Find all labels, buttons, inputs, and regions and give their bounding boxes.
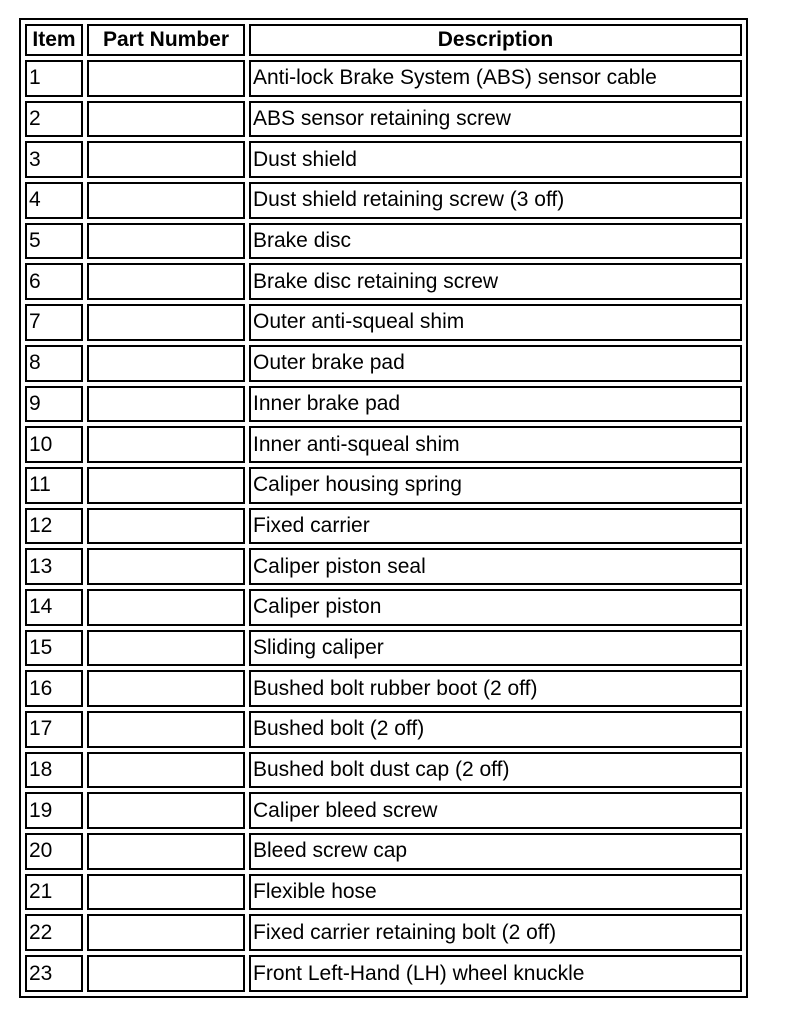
cell-description: Caliper piston <box>249 589 742 626</box>
table-row <box>25 548 742 585</box>
cell-description: Fixed carrier retaining bolt (2 off) <box>249 914 742 951</box>
table-row <box>25 955 742 992</box>
cell-part-number <box>87 874 245 911</box>
cell-description: Dust shield retaining screw (3 off) <box>249 182 742 219</box>
cell-part-number <box>87 60 245 97</box>
table-row <box>25 426 742 463</box>
cell-description: Inner anti-squeal shim <box>249 426 742 463</box>
header-part-number: Part Number <box>87 24 245 56</box>
cell-description: Bushed bolt rubber boot (2 off) <box>249 670 742 707</box>
cell-description: Sliding caliper <box>249 630 742 667</box>
cell-item: 9 <box>25 386 83 423</box>
parts-table <box>19 18 748 998</box>
cell-part-number <box>87 833 245 870</box>
table-row <box>25 101 742 138</box>
table-row <box>25 60 742 97</box>
table-row <box>25 630 742 667</box>
cell-description: Fixed carrier <box>249 508 742 545</box>
cell-item: 11 <box>25 467 83 504</box>
cell-description: Inner brake pad <box>249 386 742 423</box>
cell-item: 8 <box>25 345 83 382</box>
cell-item: 14 <box>25 589 83 626</box>
cell-item: 6 <box>25 263 83 300</box>
cell-description: Front Left-Hand (LH) wheel knuckle <box>249 955 742 992</box>
cell-part-number <box>87 792 245 829</box>
table-body <box>25 60 742 992</box>
table-row <box>25 914 742 951</box>
cell-description: Caliper housing spring <box>249 467 742 504</box>
cell-item: 17 <box>25 711 83 748</box>
cell-item: 2 <box>25 101 83 138</box>
cell-item: 1 <box>25 60 83 97</box>
cell-item: 10 <box>25 426 83 463</box>
cell-part-number <box>87 386 245 423</box>
cell-part-number <box>87 508 245 545</box>
table-row <box>25 792 742 829</box>
cell-part-number <box>87 670 245 707</box>
cell-item: 7 <box>25 304 83 341</box>
cell-description: Bleed screw cap <box>249 833 742 870</box>
cell-item: 15 <box>25 630 83 667</box>
cell-item: 18 <box>25 752 83 789</box>
cell-description: Caliper bleed screw <box>249 792 742 829</box>
table-row <box>25 345 742 382</box>
table-row <box>25 711 742 748</box>
table-row <box>25 386 742 423</box>
table-row <box>25 589 742 626</box>
cell-part-number <box>87 101 245 138</box>
cell-part-number <box>87 914 245 951</box>
table-row <box>25 223 742 260</box>
cell-item: 22 <box>25 914 83 951</box>
cell-part-number <box>87 263 245 300</box>
cell-description: Bushed bolt (2 off) <box>249 711 742 748</box>
cell-part-number <box>87 141 245 178</box>
cell-description: Outer anti-squeal shim <box>249 304 742 341</box>
cell-part-number <box>87 467 245 504</box>
table-row <box>25 874 742 911</box>
cell-description: Brake disc retaining screw <box>249 263 742 300</box>
cell-item: 16 <box>25 670 83 707</box>
cell-description: Flexible hose <box>249 874 742 911</box>
cell-part-number <box>87 345 245 382</box>
table-header-row <box>25 24 742 56</box>
cell-description: Dust shield <box>249 141 742 178</box>
cell-part-number <box>87 182 245 219</box>
cell-description: ABS sensor retaining screw <box>249 101 742 138</box>
table-row <box>25 304 742 341</box>
cell-part-number <box>87 955 245 992</box>
cell-item: 12 <box>25 508 83 545</box>
cell-part-number <box>87 426 245 463</box>
cell-part-number <box>87 752 245 789</box>
cell-item: 21 <box>25 874 83 911</box>
cell-item: 4 <box>25 182 83 219</box>
cell-item: 13 <box>25 548 83 585</box>
table-row <box>25 833 742 870</box>
cell-item: 19 <box>25 792 83 829</box>
table-row <box>25 670 742 707</box>
cell-part-number <box>87 589 245 626</box>
cell-description: Bushed bolt dust cap (2 off) <box>249 752 742 789</box>
cell-part-number <box>87 223 245 260</box>
cell-part-number <box>87 711 245 748</box>
cell-item: 3 <box>25 141 83 178</box>
table-row <box>25 467 742 504</box>
header-description: Description <box>249 24 742 56</box>
cell-item: 23 <box>25 955 83 992</box>
cell-part-number <box>87 548 245 585</box>
table-row <box>25 263 742 300</box>
cell-part-number <box>87 630 245 667</box>
table-row <box>25 141 742 178</box>
table-row <box>25 508 742 545</box>
table-row <box>25 182 742 219</box>
header-item: Item <box>25 24 83 56</box>
cell-part-number <box>87 304 245 341</box>
cell-description: Anti-lock Brake System (ABS) sensor cable <box>249 60 742 97</box>
cell-item: 20 <box>25 833 83 870</box>
cell-description: Brake disc <box>249 223 742 260</box>
cell-description: Outer brake pad <box>249 345 742 382</box>
cell-description: Caliper piston seal <box>249 548 742 585</box>
cell-item: 5 <box>25 223 83 260</box>
table-row <box>25 752 742 789</box>
